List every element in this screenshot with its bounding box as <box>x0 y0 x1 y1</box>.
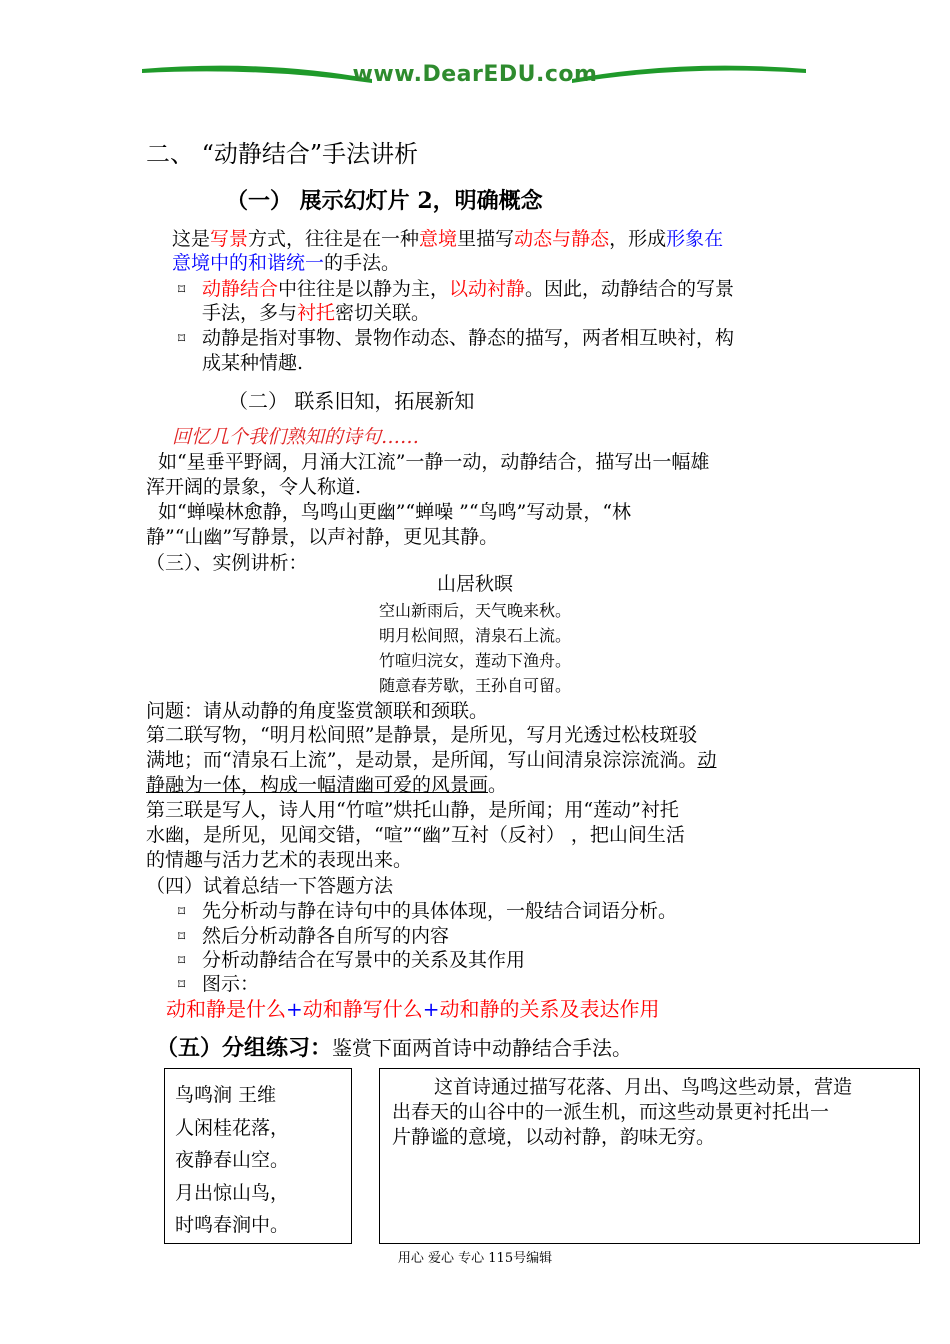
section-title: 二、 “动静结合”手法讲析 <box>146 140 419 168</box>
poem-line: 空山新雨后，天气晚来秋。 <box>378 601 571 620</box>
example-1-line-1: 如“星垂平野阔，月涌大江流”一静一动，动静结合，描写出一幅雄 <box>158 451 710 473</box>
example-1-line-2: 浑开阔的景象，令人称道. <box>146 476 362 498</box>
question: 问题：请从动静的角度鉴赏颔联和颈联。 <box>146 700 489 722</box>
site-url: www.DearEDU.com <box>352 62 598 87</box>
analysis-line: 第二联写物，“明月松间照”是静景，是所见，写月光透过松枝斑驳 <box>146 724 698 746</box>
method-item: 然后分析动静各自所写的内容 <box>202 925 450 947</box>
poem-line: 明月松间照，清泉石上流。 <box>378 626 571 645</box>
analysis-box <box>379 1068 920 1244</box>
poem-line: 人闲桂花落， <box>175 1116 290 1139</box>
bullet-1-line-1: 动静结合中往往是以静为主，以动衬静。因此，动静结合的写景 <box>202 278 735 300</box>
footer-text: 用心 爱心 专心 115号编辑 <box>397 1251 553 1266</box>
concept-line-2: 意境中的和谐统一的手法。 <box>172 252 401 274</box>
bullet-icon: ⌑ <box>178 929 186 945</box>
bullet-icon: ⌑ <box>178 331 186 347</box>
part5-heading-line: （五）分组练习：鉴赏下面两首诗中动静结合手法。 <box>156 1035 633 1061</box>
part2-heading: （二） 联系旧知，拓展新知 <box>228 389 475 413</box>
analysis-line: 的情趣与活力艺术的表现出来。 <box>146 849 413 871</box>
formula: 动和静是什么+动和静写什么+动和静的关系及表达作用 <box>166 997 660 1021</box>
analysis-line: 水幽，是所见，见闻交错，“喧”“幽”互衬（反衬） ，把山间生活 <box>146 824 685 846</box>
poem-line: 夜静春山空。 <box>175 1149 290 1171</box>
example-2-line-1: 如“蝉噪林愈静，鸟鸣山更幽”“蝉噪 ”“鸟鸣”写动景，“林 <box>158 501 632 523</box>
analysis-text-line: 片静谧的意境，以动衬静，韵味无穷。 <box>392 1126 716 1148</box>
poem-line: 时鸣春涧中。 <box>175 1214 290 1236</box>
bullet-icon: ⌑ <box>178 904 186 920</box>
method-item: 先分析动与静在诗句中的具体体现，一般结合词语分析。 <box>202 900 678 922</box>
bullet-icon: ⌑ <box>178 977 186 993</box>
poem-title: 山居秋暝 <box>436 573 513 595</box>
poem-line: 竹喧归浣女，莲动下渔舟。 <box>378 651 571 670</box>
example-2-line-2: 静”“山幽”写静景，以声衬静，更见其静。 <box>146 526 499 548</box>
poem-line: 月出惊山鸟， <box>175 1181 290 1204</box>
recall-prompt: 回忆几个我们熟知的诗句…… <box>172 426 420 448</box>
part4-heading: （四）试着总结一下答题方法 <box>146 875 394 897</box>
bullet-icon: ⌑ <box>178 282 186 298</box>
poem-line: 鸟鸣涧 王维 <box>175 1084 277 1106</box>
poem-line: 随意春芳歇，王孙自可留。 <box>378 676 571 695</box>
part1-heading: （一） 展示幻灯片 2，明确概念 <box>226 188 543 214</box>
analysis-text-line: 这首诗通过描写花落、月出、鸟鸣这些动景，营造 <box>434 1076 853 1098</box>
part3-heading: （三）、实例讲析： <box>146 552 308 574</box>
bullet-icon: ⌑ <box>178 953 186 969</box>
method-item: 分析动静结合在写景中的关系及其作用 <box>202 949 526 971</box>
bullet-1-line-2: 手法，多与衬托密切关联。 <box>202 302 431 324</box>
bullet-2-line-1: 动静是指对事物、景物作动态、静态的描写，两者相互映衬，构 <box>202 327 735 349</box>
bullet-2-line-2: 成某种情趣. <box>202 352 304 374</box>
concept-line-1: 这是写景方式，往往是在一种意境里描写动态与静态，形成形象在 <box>172 228 724 250</box>
analysis-line: 第三联是写人，诗人用“竹喧”烘托山静，是所闻；用“莲动”衬托 <box>146 799 679 821</box>
analysis-line: 静融为一体，构成一幅清幽可爱的风景画。 <box>146 774 508 796</box>
analysis-text-line: 出春天的山谷中的一派生机，而这些动景更衬托出一 <box>392 1101 830 1123</box>
analysis-line: 满地；而“清泉石上流”，是动景，是所闻，写山间清泉淙淙流淌。动 <box>146 749 717 771</box>
poem-box <box>164 1068 352 1244</box>
method-item: 图示： <box>202 973 260 995</box>
